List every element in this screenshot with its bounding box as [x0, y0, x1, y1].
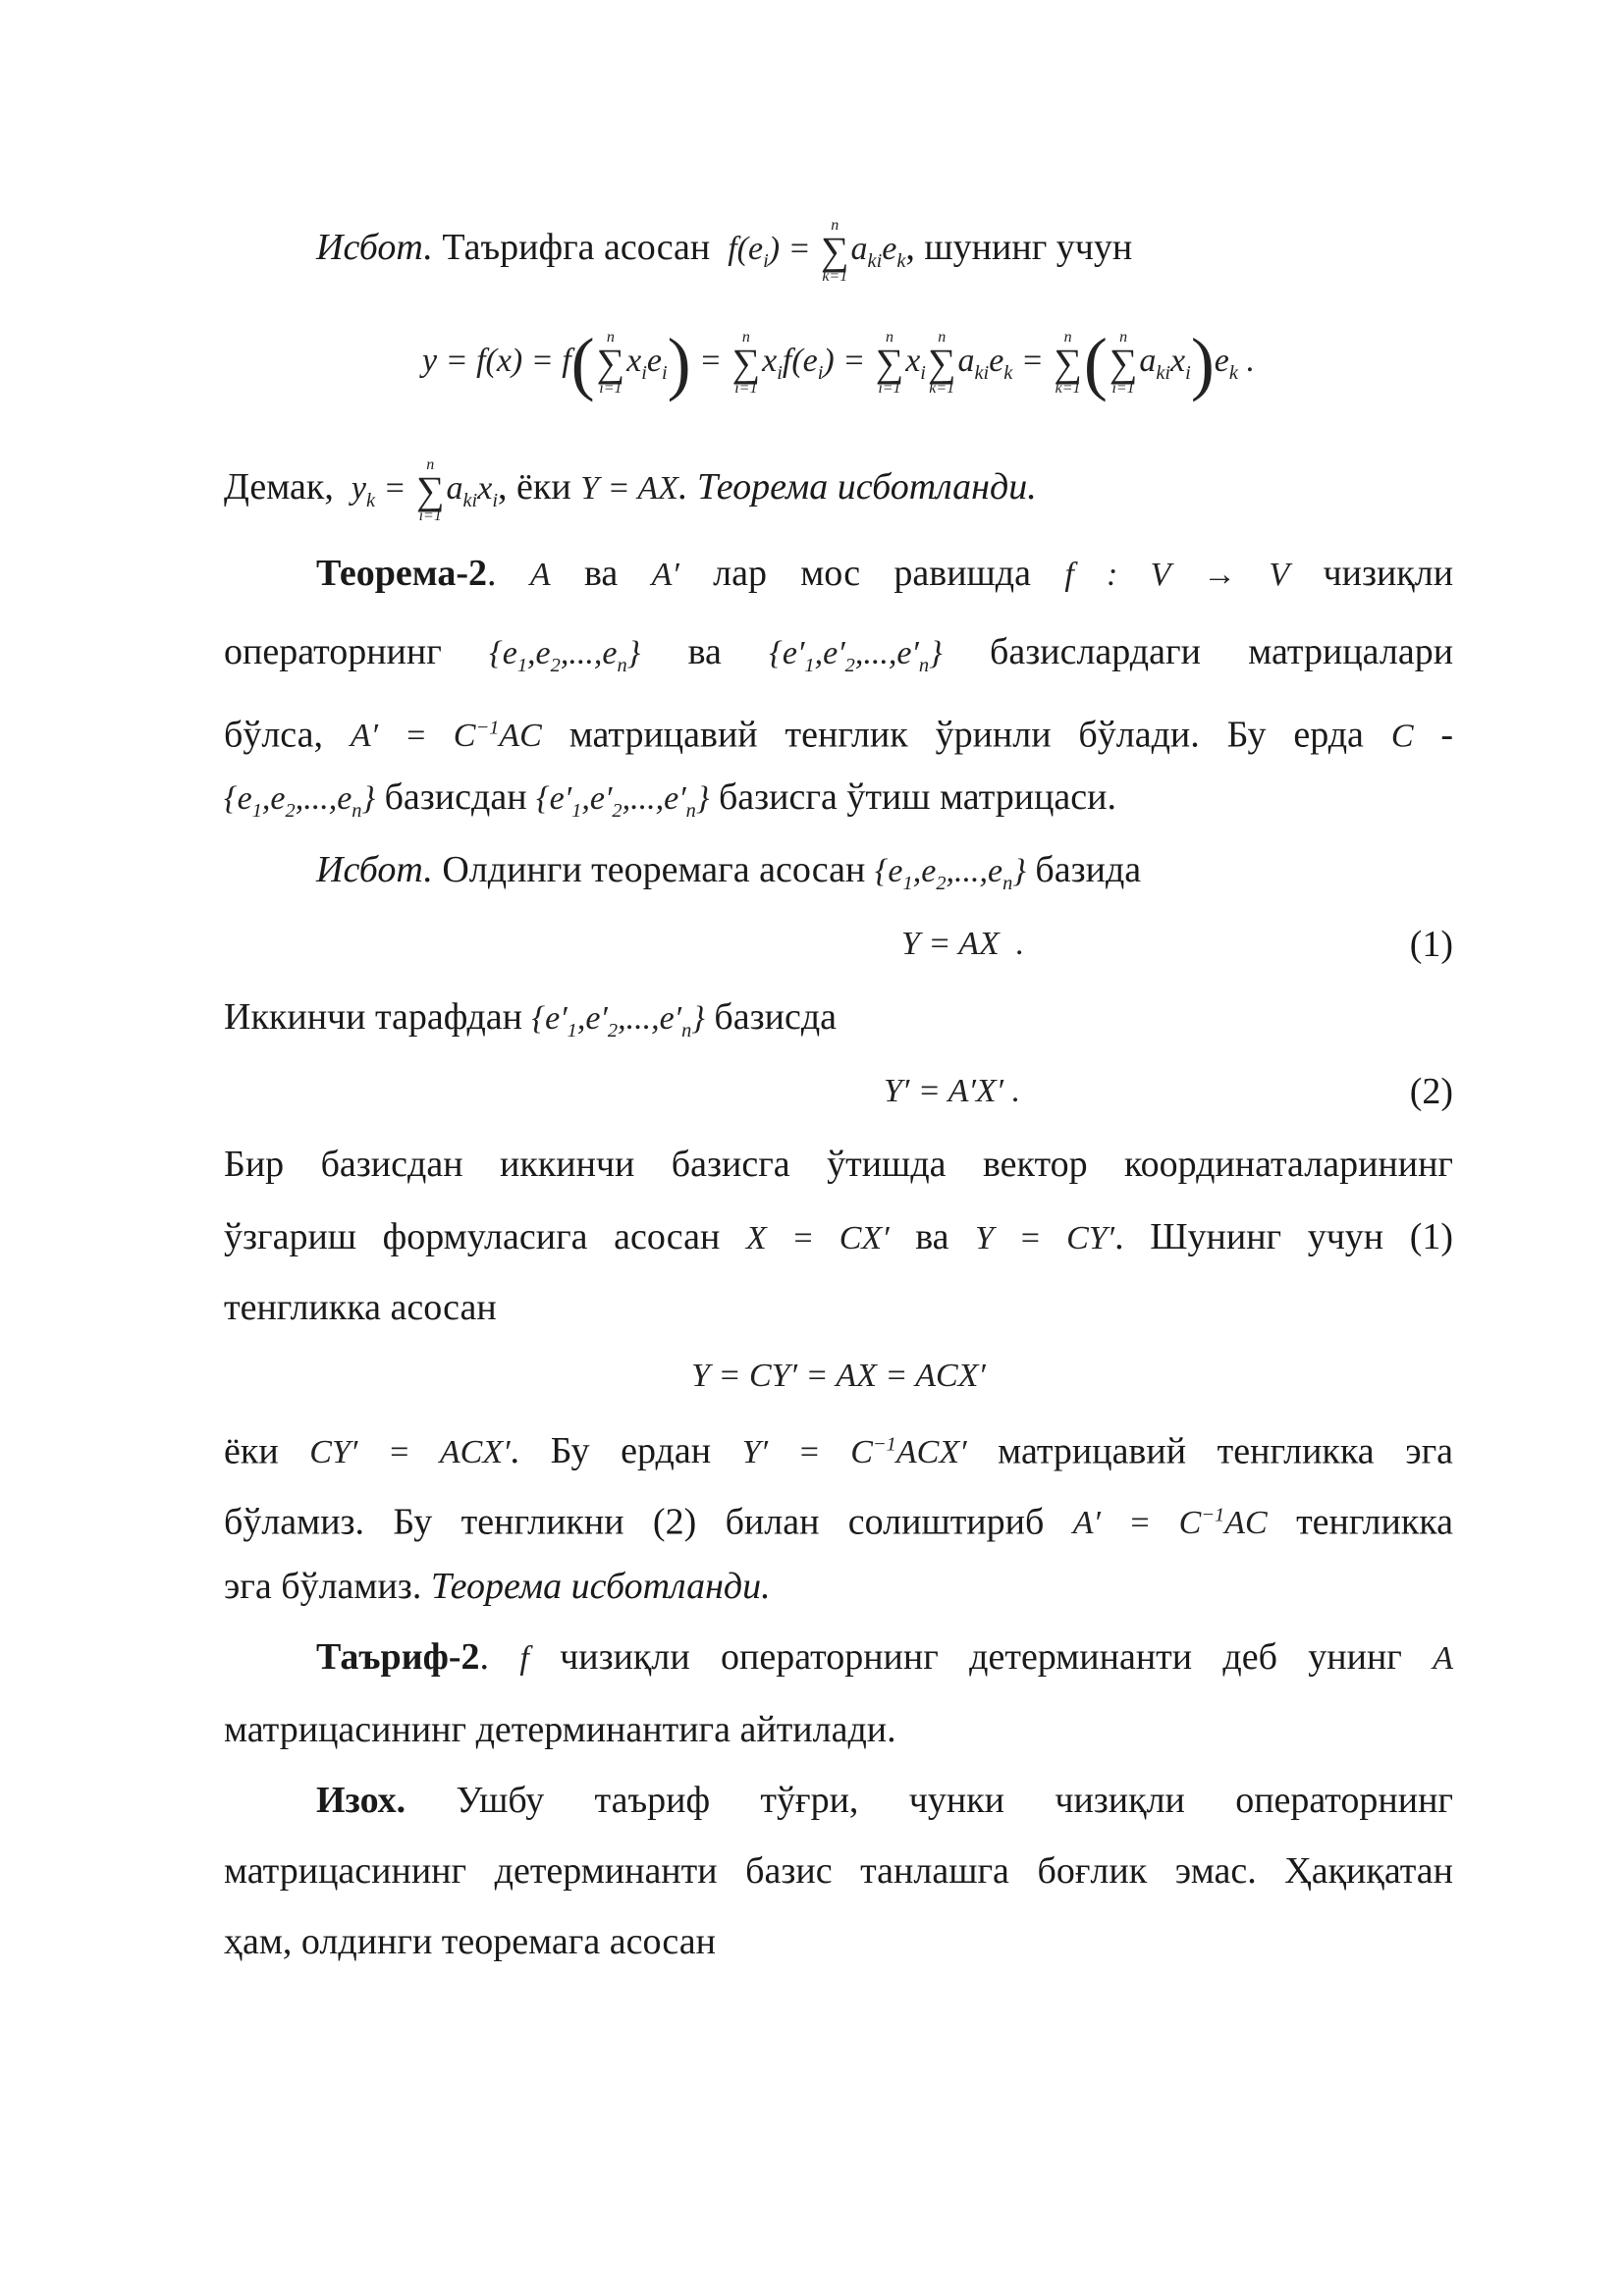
definition-2-line-1: Таъриф-2. f чизиқли операторнинг детерминанти деб унинг A [316, 1636, 1453, 1678]
paragraph-2-line-2: бўламиз. Бу тенгликни (2) билан солиштириб $A' = C^{-1}AC$ тенгликка [224, 1501, 1454, 1543]
note-line-1: Изох. Ушбу таъриф тўғри, чунки чизиқли операторнинг [316, 1780, 1453, 1821]
proof-label: Исбот. [316, 226, 433, 268]
proof-intro-line [316, 218, 1453, 285]
definition-title: Таъриф-2 [316, 1636, 480, 1678]
theorem-2-line-3: бўлса, $A' = C^{-1}AC$ матрицавий тенглик ўринли бўлади. Бу ерда C - [224, 714, 1454, 756]
proof-line: Исбот. Олдинги теоремага асосан $\{e_1,e_2,...,e_n\}$ базида [316, 849, 1142, 894]
formula: $f(e_i)$ = n ∑ k=1 $a_{ki}e_k$ [719, 217, 906, 285]
display-equation-3: Y = CY′ = AX = ACX′ [691, 1358, 986, 1394]
display-formula: y = f(x) = f( n ∑ i=1 $x_ie_i$) = n ∑ i=1 $x_if(e_i)$ = n ∑ i=1 $x_i$ n ∑ k=1 $a_{ki}e_k$ = n ∑ k=1 ( n ∑ i=1 $a_{ki}x_i)e_k$ . [422, 324, 1255, 402]
note-title: Изох. [316, 1780, 406, 1821]
theorem-2-line-4: $\{e_1,e_2,...,e_n\}$ базисдан $\{e'_1,e'_2,...,e'_n\}$ базисга ўтиш матрицаси. [224, 776, 1117, 822]
note-line-2: матрицасининг детерминанти базис танлашга боғлик эмас. Ҳақиқатан [224, 1850, 1453, 1892]
paragraph-1-line-3: тенгликка асосан [224, 1287, 497, 1328]
equation-number: (1) [1409, 924, 1453, 965]
conclusion-line: Демак, $y_k$ = n ∑ i=1 $a_{ki}x_i$, ёки Y = AX. Теорема исботланди. [224, 456, 1037, 524]
text: Таърифга асосан [442, 226, 711, 268]
text: , шунинг учун [905, 226, 1133, 268]
theorem-2-line-1: Теорема-2. A ва A′ лар мос равишда f : V → V чизиқли [316, 553, 1454, 594]
definition-2-line-2: матрицасининг детерминантига айтилади. [224, 1709, 896, 1750]
theorem-title: Теорема-2 [316, 553, 488, 594]
note-line-3: ҳам, олдинги теоремага асосан [224, 1921, 716, 1962]
second-basis-line: Иккинчи тарафдан $\{e'_1,e'_2,...,e'_n\}$ базисда [224, 996, 838, 1041]
paragraph-2-line-3: эга бўламиз. Теорема исботланди. [224, 1566, 771, 1607]
paragraph-1-line-2: ўзгариш формуласига асосан X = CX′ ва Y = CY′. Шунинг учун (1) [224, 1216, 1454, 1257]
paragraph-1-line-1: Бир базисдан иккинчи базисга ўтишда вектор координаталарининг [224, 1144, 1453, 1185]
document-page: Исбот. Таърифга асосан $f(e_i)$ = n ∑ k=1 $a_{ki}e_k$, шунинг учун y = f(x) = f( n ∑ i=1 $x_ie_i$) = n ∑ i=1 $x_if(e_i)$ = n ∑ i=1 $x_i$ n ∑ k=1 $a_{ki}e_k$ = n ∑ k=1 ( n ∑ i=1 $a_{ki}x_i)e_k$ . Демак, $y_k$ = n ∑ i=1 $a_{ki}x_i$, ёки Y = AX. Теорема исботланди. Теорема-2. A ва A′ лар мос равишда f : V → V чизиқли операторнинг $\{e_1,e_2,...,e_n\}$ ва $\{e'_1,e'_2,...,e'_n\}$ базислардаги матрицалари бўлса, $A' = C^{-1}AC$ матрицавий тенглик ўринли бўлади. Бу ерда C - $\{e_1,e_2,...,e_n\}$ базисдан $\{e'_1,e'_2,...,e'_n\}$ базисга ўтиш матрицаси. Исбот. Олдинги теоремага асосан $\{e_1,e_2,...,e_n\}$ базида Y = AX . (1) Иккинчи тарафдан $\{e'_1,e'_2,...,e'_n\}$ базисда Y′ = A′X′ . (2) Бир базисдан иккинчи базисга ўтишда вектор координаталарининг ўзгариш формуласига асосан X = CX′ ва Y = CY′. Шунинг учун (1) тенгликка асосан Y = CY′ = AX = ACX′ ёки CY′ = ACX′. Бу ердан $Y' = C^{-1}ACX'$ матрицавий тенгликка эга бўламиз. Бу тенгликни (2) билан солиштириб $A' = C^{-1}AC$ тенгликка эга бўламиз. Теорема исботланди. Таъриф-2. f чизиқли операторнинг детерминанти деб унинг A матрицасининг детерминантига айтилади. Изох. Ушбу таъриф тўғри, чунки чизиқли операторнинг матрицасининг детерминанти базис танлашга боғлик эмас. Ҳақиқатан ҳам, олдинги теоремага асосан [0, 0, 1624, 2296]
equation-number: (2) [1409, 1071, 1453, 1112]
theorem-2-line-2: операторнинг $\{e_1,e_2,...,e_n\}$ ва $\{e'_1,e'_2,...,e'_n\}$ базислардаги матрицалари [224, 631, 1454, 676]
paragraph-2-line-1: ёки CY′ = ACX′. Бу ердан $Y' = C^{-1}ACX'$ матрицавий тенгликка эга [224, 1430, 1454, 1472]
